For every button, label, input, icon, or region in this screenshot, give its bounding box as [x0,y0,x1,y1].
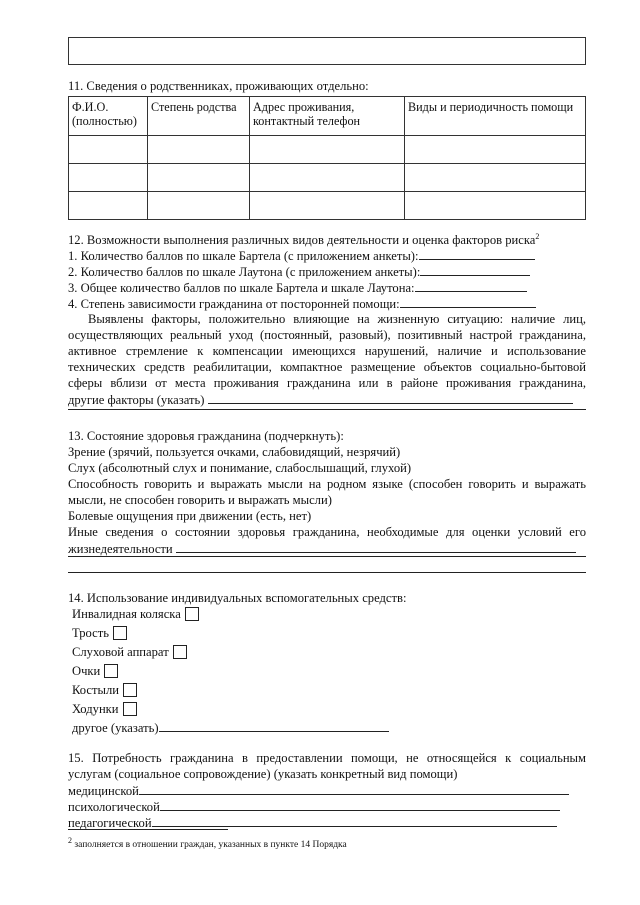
lawton-score-field[interactable] [420,264,530,276]
factors-line: Выявлены факторы, положительно влияющие на жизненную ситуацию: наличие лиц, [88,312,586,326]
speech-line[interactable]: Способность говорить и выражать мысли на родном языке (способен говорить и выражать [68,477,586,491]
section-11-title: 11. Сведения о родственниках, проживающих отдельно: [68,79,369,93]
table-cell[interactable] [69,136,148,164]
table-row [69,136,586,164]
footnote-text: заполняется в отношении граждан, указанных в пункте 14 Порядка [74,840,347,850]
aid-crutches: Костыли [72,683,137,698]
table-cell[interactable] [148,164,250,192]
table-cell[interactable] [250,164,405,192]
footnote-ref: 2 [535,231,540,241]
aid-wheelchair: Инвалидная коляска [72,607,199,622]
aid-other-field[interactable] [159,720,389,732]
medical-help-row: медицинской [68,783,569,799]
psychological-help-field[interactable] [160,799,560,811]
pedagogical-help-row: педагогической [68,815,557,831]
section-15-subtitle: услугам (социальное сопровождение) (указать конкретный вид помощи) [68,767,458,781]
fill-line[interactable] [68,572,586,573]
glasses-checkbox[interactable] [104,664,118,678]
table-cell[interactable] [69,192,148,220]
pain-line[interactable]: Болевые ощущения при движении (есть, нет) [68,509,312,523]
section-13-title: 13. Состояние здоровья гражданина (подчеркнуть): [68,429,344,443]
other-factors-field[interactable] [208,392,573,404]
fill-line[interactable] [68,556,586,557]
psychological-help-row: психологической [68,799,560,815]
table-cell[interactable] [250,136,405,164]
table-cell[interactable] [250,192,405,220]
aid-glasses: Очки [72,664,118,679]
section-15-title: 15. Потребность гражданина в предоставлении помощи, не относящейся к социальным [68,751,586,765]
col-header-relation: Степень родства [148,97,250,136]
speech-line-2[interactable]: мысли, не способен говорить и выражать мысли) [68,493,332,507]
col-header-help: Виды и периодичность помощи [405,97,586,136]
footnote-rule [68,829,228,830]
factors-line: активное стремление к компенсации имеющихся нарушений, наличие и использование [68,344,586,358]
other-health-row: жизнедеятельности [68,541,576,557]
table-cell[interactable] [69,164,148,192]
lawton-score-row: 2. Количество баллов по шкале Лаутона (с приложением анкеты): [68,264,530,280]
col-header-fio: Ф.И.О. (полностью) [69,97,148,136]
table-cell[interactable] [148,136,250,164]
aid-other-row: другое (указать) [72,720,389,736]
col-header-address: Адрес проживания, контактный телефон [250,97,405,136]
relatives-table [68,96,586,220]
table-header-row [69,97,586,136]
barthel-score-row: 1. Количество баллов по шкале Бартела (с приложением анкеты): [68,248,535,264]
factors-line: технических средств реабилитации, компактное размещение объектов социально-бытовой [68,360,586,374]
other-health-line: Иные сведения о состоянии здоровья гражданина, необходимые для оценки условий его [68,525,586,539]
table-row [69,164,586,192]
hearing-line[interactable]: Слух (абсолютный слух и понимание, слабослышащий, глухой) [68,461,412,475]
section-14-title: 14. Использование индивидуальных вспомогательных средств: [68,591,407,605]
medical-help-field[interactable] [139,783,569,795]
table-cell[interactable] [405,136,586,164]
footnote-mark: 2 [68,835,72,845]
aid-walker: Ходунки [72,702,137,717]
dependency-field[interactable] [400,296,536,308]
barthel-score-field[interactable] [419,248,535,260]
aid-cane: Трость [72,626,127,641]
crutches-checkbox[interactable] [123,683,137,697]
factors-line: сферы вблизи от места проживания гражданина или в районе проживания гражданина, [68,376,586,390]
previous-section-box [68,37,586,65]
cane-checkbox[interactable] [113,626,127,640]
table-cell[interactable] [405,192,586,220]
walker-checkbox[interactable] [123,702,137,716]
hearing-aid-checkbox[interactable] [173,645,187,659]
footnote [68,835,347,853]
section-12-title: 12. Возможности выполнения различных видов деятельности и оценка факторов риска$^2$ [68,231,540,247]
total-score-field[interactable] [415,280,527,292]
vision-line[interactable]: Зрение (зрячий, пользуется очками, слабовидящий, незрячий) [68,445,401,459]
factors-line: осуществляющих реальный уход (постоянный, разовый), позитивный настрой гражданина, [68,328,586,342]
fill-line[interactable] [68,409,586,410]
pedagogical-help-field[interactable] [152,815,557,827]
table-cell[interactable] [148,192,250,220]
wheelchair-checkbox[interactable] [185,607,199,621]
table-row [69,192,586,220]
other-health-field[interactable] [176,541,576,553]
aid-hearing: Слуховой аппарат [72,645,187,660]
total-score-row: 3. Общее количество баллов по шкале Бартела и шкале Лаутона: [68,280,527,296]
other-factors-row: другие факторы (указать) [68,392,573,408]
table-cell[interactable] [405,164,586,192]
dependency-row: 4. Степень зависимости гражданина от посторонней помощи: [68,296,536,312]
